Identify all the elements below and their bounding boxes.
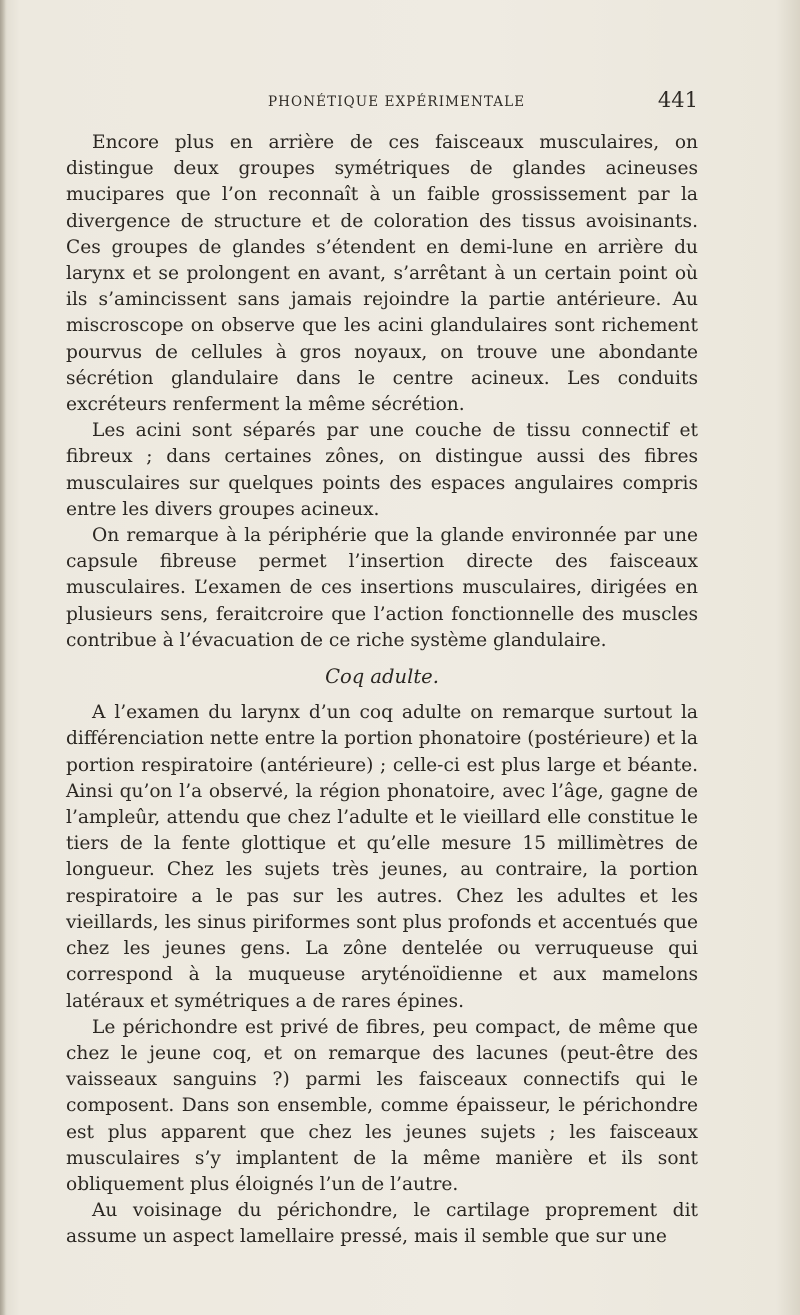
paragraph: Encore plus en arrière de ces faisceaux musculaires, on distingue deux groupes symétriques de glandes acineuses mucipares que l’on reconnaît à un faible grossissement par la divergence de structure et de coloration des tissus avoisinants. Ces groupes de glandes s’étendent en demi-lune en arrière du larynx et se prolongent en avant, s’arrêtant à un certain point où ils s’amincissent sans jamais rejoindre la partie antérieure. Au miscroscope on observe que les acini glandulaires sont richement pourvus de cellules à gros noyaux, on trouve une abondante sécrétion glandulaire dans le centre acineux. Les conduits excréteurs renferment la même sécrétion. <box>66 132 698 416</box>
paragraph: A l’examen du larynx d’un coq adulte on remarque surtout la différenciation nette entre la portion phonatoire (postérieure) et la portion respiratoire (antérieure) ; celle-ci est plus large et béante. Ainsi qu’on l’a observé, la région phonatoire, avec l’âge, gagne de l’ampleûr, attendu que chez l’adulte et le vieillard elle constitue le tiers de la fente glottique et qu’elle mesure 15 millimètres de longueur. Chez les sujets très jeunes, au contraire, la portion respiratoire a le pas sur les autres. Chez les adultes et les vieillards, les sinus piriformes sont plus profonds et accentués que chez les jeunes gens. La zône dentelée ou verruqueuse qui correspond à la muqueuse aryténoïdienne et aux mamelons latéraux et symétriques a de rares épines. <box>66 702 698 1012</box>
running-title: PHONÉTIQUE EXPÉRIMENTALE <box>268 94 526 110</box>
paragraph: Le périchondre est privé de fibres, peu compact, de même que chez le jeune coq, et on remarque des lacunes (peut-être des vaisseaux sanguins ?) parmi les faisceaux connectifs qui le composent. Dans son ensemble, comme épaisseur, le périchondre est plus apparent que chez les jeunes sujets ; les faisceaux musculaires s’y implantent de la même manière et ils sont obliquement plus éloignés l’un de l’autre. <box>66 1016 698 1195</box>
paragraph: Au voisinage du périchondre, le cartilage proprement dit assume un aspect lamellaire pressé, mais il semble que sur une <box>66 1200 698 1248</box>
paragraph: On remarque à la périphérie que la glande environnée par une capsule fibreuse permet l’insertion directe des faisceaux musculaires. L’examen de ces insertions musculaires, dirigées en plusieurs sens, feraitcroire que l’action fonctionnelle des muscles contribue à l’évacuation de ce riche système glandulaire. <box>66 525 698 651</box>
paragraph: Les acini sont séparés par une couche de tissu connectif et fibreux ; dans certaines zônes, on distingue aussi des fibres musculaires sur quelques points des espaces angulaires compris entre les divers groupes acineux. <box>66 420 698 520</box>
body-text <box>66 130 698 1251</box>
page-binding-shadow <box>0 0 6 1315</box>
section-title: Coq adulte. <box>325 665 439 689</box>
page-header <box>66 88 698 118</box>
page-number: 441 <box>657 88 698 112</box>
